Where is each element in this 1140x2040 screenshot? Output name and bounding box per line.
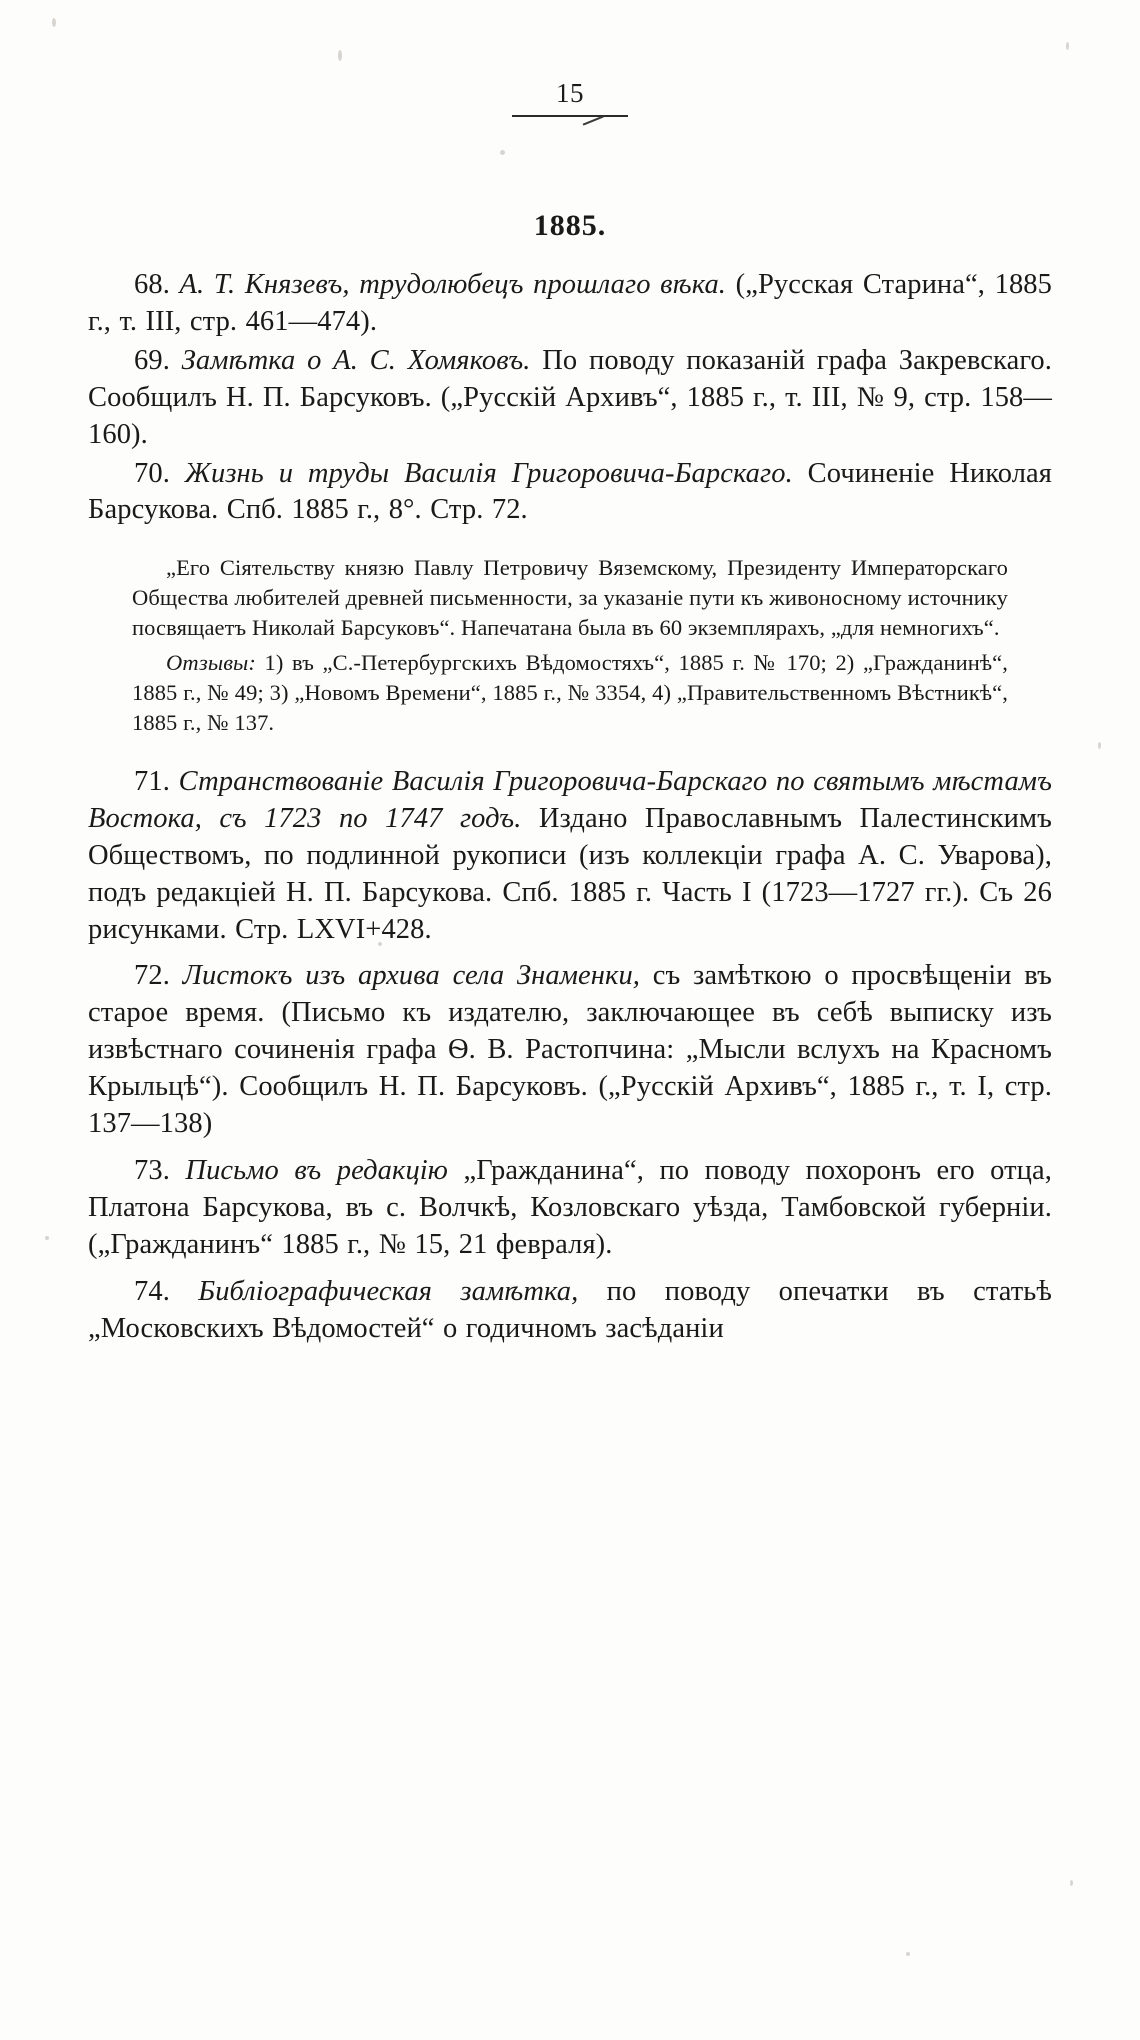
bibliography-entry bbox=[88, 343, 1052, 454]
dedication-paragraph: „Его Сіятельству князю Павлу Петровичу Вяземскому, Президенту Императорскаго Общества любителей древней письменности, за указаніе пути къ живоносному источнику посвящаетъ Николай Барсуковъ“. Напечатана была въ 60 экземплярахъ, „для немногихъ“. bbox=[132, 555, 1008, 641]
scan-speck bbox=[1098, 742, 1101, 749]
bibliography-entry bbox=[88, 764, 1052, 949]
scan-speck bbox=[45, 1236, 49, 1240]
entry-title: Замѣтка о А. С. Хомяковъ. bbox=[181, 344, 531, 376]
entry-rest: съ замѣткою о просвѣщеніи въ старое время. (Письмо къ издателю, заключающее въ себѣ выписку изъ извѣстнаго сочиненія графа Ѳ. В. Растопчина: „Мысли вслухъ на Красномъ Крыльцѣ“). Сообщилъ Н. П. Барсуковъ. („Русскій Архивъ“, 1885 г., т. I, стр. 137—138) bbox=[88, 960, 1052, 1140]
scan-speck bbox=[906, 1952, 910, 1956]
entry-number: 70. bbox=[134, 457, 170, 489]
scan-speck bbox=[338, 50, 342, 61]
entry-title: Письмо въ редакцію bbox=[185, 1154, 449, 1186]
entry-title: Жизнь и труды Василія Григоровича-Барскаго. bbox=[184, 457, 793, 489]
entry-number: 72. bbox=[134, 960, 170, 992]
entry-title: Странствованіе Василія Григоровича-Барскаго по святымъ мѣстамъ Востока, съ 1723 по 1747 годъ. bbox=[88, 765, 1052, 834]
bibliography-entry bbox=[88, 1274, 1052, 1348]
scan-speck bbox=[1070, 1880, 1073, 1886]
entry-rest: Сочиненіе Николая Барсукова. Спб. 1885 г., 8°. Стр. 72. bbox=[88, 457, 1052, 526]
reviews-label: Отзывы: bbox=[166, 650, 256, 676]
entry-rest: „Гражданина“, по поводу похоронъ его отца, Платона Барсукова, въ с. Волчкѣ, Козловскаго уѣзда, Тамбовской губерніи. („Гражданинъ“ 1885 г., № 15, 21 февраля). bbox=[88, 1154, 1052, 1260]
scan-speck bbox=[1066, 42, 1069, 50]
entry-rest: по поводу опечатки въ статьѣ „Московскихъ Вѣдомостей“ о годичномъ засѣданіи bbox=[88, 1275, 1052, 1344]
page-number: 15 bbox=[556, 78, 584, 108]
entry-number: 69. bbox=[134, 344, 170, 376]
folio-rule bbox=[512, 115, 628, 117]
page-content bbox=[88, 78, 1052, 1349]
bibliography-entry bbox=[88, 1153, 1052, 1264]
entry-title: А. Т. Князевъ, трудолюбецъ прошлаго вѣка. bbox=[179, 269, 727, 300]
entry-number: 74. bbox=[134, 1275, 170, 1307]
entry-title: Листокъ изъ архива села Знаменки, bbox=[182, 960, 641, 992]
entry-number: 73. bbox=[134, 1154, 170, 1186]
entry-title: Библіографическая замѣтка, bbox=[198, 1275, 579, 1307]
entry-rest: По поводу показаній графа Закревскаго. Сообщилъ Н. П. Барсуковъ. („Русскій Архивъ“, 1885 г., т. III, № 9, стр. 158—160). bbox=[88, 344, 1052, 450]
entry-rest: Издано Православнымъ Палестинскимъ Обществомъ, по подлинной рукописи (изъ коллекціи графа А. С. Уварова), подъ редакціей Н. П. Барсукова. Спб. 1885 г. Часть I (1723—1727 гг.). Съ 26 рисунками. Стр. LXVI+428. bbox=[88, 802, 1053, 945]
entry-number: 71. bbox=[134, 765, 170, 797]
year-heading: 1885. bbox=[533, 209, 607, 242]
entry-rest: („Русская Старина“, 1885 г., т. III, стр. 461—474). bbox=[88, 269, 1052, 337]
reviews-list: 1) въ „С.-Петербургскихъ Вѣдомостяхъ“, 1885 г. № 170; 2) „Гражданинѣ“, 1885 г., № 49; 3) „Новомъ Времени“, 1885 г., № 3354, 4) „Правительственномъ Вѣстникѣ“, 1885 г., № 137. bbox=[132, 650, 1008, 735]
bibliography-entry bbox=[88, 267, 1052, 341]
reviews-paragraph bbox=[132, 648, 1008, 738]
bibliography-entry bbox=[88, 958, 1052, 1143]
scan-speck bbox=[52, 18, 56, 27]
entry-number: 68. bbox=[134, 269, 170, 300]
quoted-dedication-block bbox=[132, 553, 1008, 738]
bibliography-entry bbox=[88, 456, 1052, 530]
